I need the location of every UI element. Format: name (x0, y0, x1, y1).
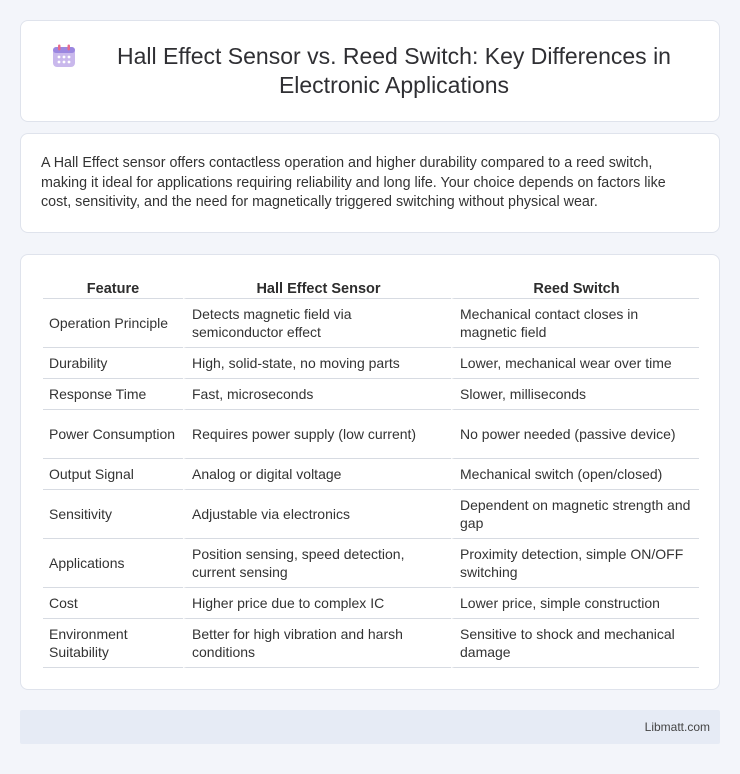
intro-paragraph: A Hall Effect sensor offers contactless operation and higher durability compared to a reed switch, making it ideal for applications requiring reliability and long life. Your choice depends on factors like cost, sensitivity, and the need for magnetically triggered switching without physical wear. (41, 155, 666, 210)
footer-bar (20, 710, 720, 744)
feature-cell: Operation Principle (43, 299, 183, 348)
reed-switch-cell: Mechanical contact closes in magnetic field (451, 299, 699, 348)
hall-effect-cell: Analog or digital voltage (183, 459, 451, 490)
hall-effect-cell: Adjustable via electronics (183, 490, 451, 539)
hall-effect-cell: Detects magnetic field via semiconductor effect (183, 299, 451, 348)
feature-cell: Power Consumption (43, 410, 183, 459)
feature-cell: Environment Suitability (43, 619, 183, 668)
feature-cell: Cost (43, 588, 183, 619)
hall-effect-cell: Position sensing, speed detection, current sensing (183, 539, 451, 588)
title-card (20, 20, 720, 122)
reed-switch-cell: Proximity detection, simple ON/OFF switching (451, 539, 699, 588)
table-row (43, 490, 699, 539)
intro-card (20, 133, 720, 233)
reed-switch-cell: No power needed (passive device) (451, 410, 699, 459)
feature-cell: Durability (43, 348, 183, 379)
column-header-hall-effect: Hall Effect Sensor (183, 275, 451, 299)
feature-cell: Applications (43, 539, 183, 588)
hall-effect-cell: High, solid-state, no moving parts (183, 348, 451, 379)
reed-switch-cell: Dependent on magnetic strength and gap (451, 490, 699, 539)
reed-switch-cell: Sensitive to shock and mechanical damage (451, 619, 699, 668)
hall-effect-cell: Fast, microseconds (183, 379, 451, 410)
reed-switch-cell: Slower, milliseconds (451, 379, 699, 410)
hall-effect-cell: Requires power supply (low current) (183, 410, 451, 459)
feature-cell: Output Signal (43, 459, 183, 490)
table-row (43, 459, 699, 490)
table-row (43, 379, 699, 410)
comparison-card (20, 254, 720, 690)
page-title: Hall Effect Sensor vs. Reed Switch: Key Differences in Electronic Applications (117, 43, 671, 98)
hall-effect-cell: Higher price due to complex IC (183, 588, 451, 619)
table-row (43, 588, 699, 619)
reed-switch-cell: Lower, mechanical wear over time (451, 348, 699, 379)
table-row (43, 299, 699, 348)
comparison-table (43, 275, 699, 668)
reed-switch-cell: Mechanical switch (open/closed) (451, 459, 699, 490)
feature-cell: Sensitivity (43, 490, 183, 539)
calendar-icon (51, 43, 77, 69)
table-row (43, 410, 699, 459)
feature-cell: Response Time (43, 379, 183, 410)
reed-switch-cell: Lower price, simple construction (451, 588, 699, 619)
footer-brand[interactable]: Libmatt.com (644, 720, 710, 734)
table-row (43, 619, 699, 668)
table-header-row (43, 275, 699, 299)
table-row (43, 539, 699, 588)
column-header-feature: Feature (43, 275, 183, 299)
hall-effect-cell: Better for high vibration and harsh conditions (183, 619, 451, 668)
column-header-reed-switch: Reed Switch (451, 275, 699, 299)
table-row (43, 348, 699, 379)
